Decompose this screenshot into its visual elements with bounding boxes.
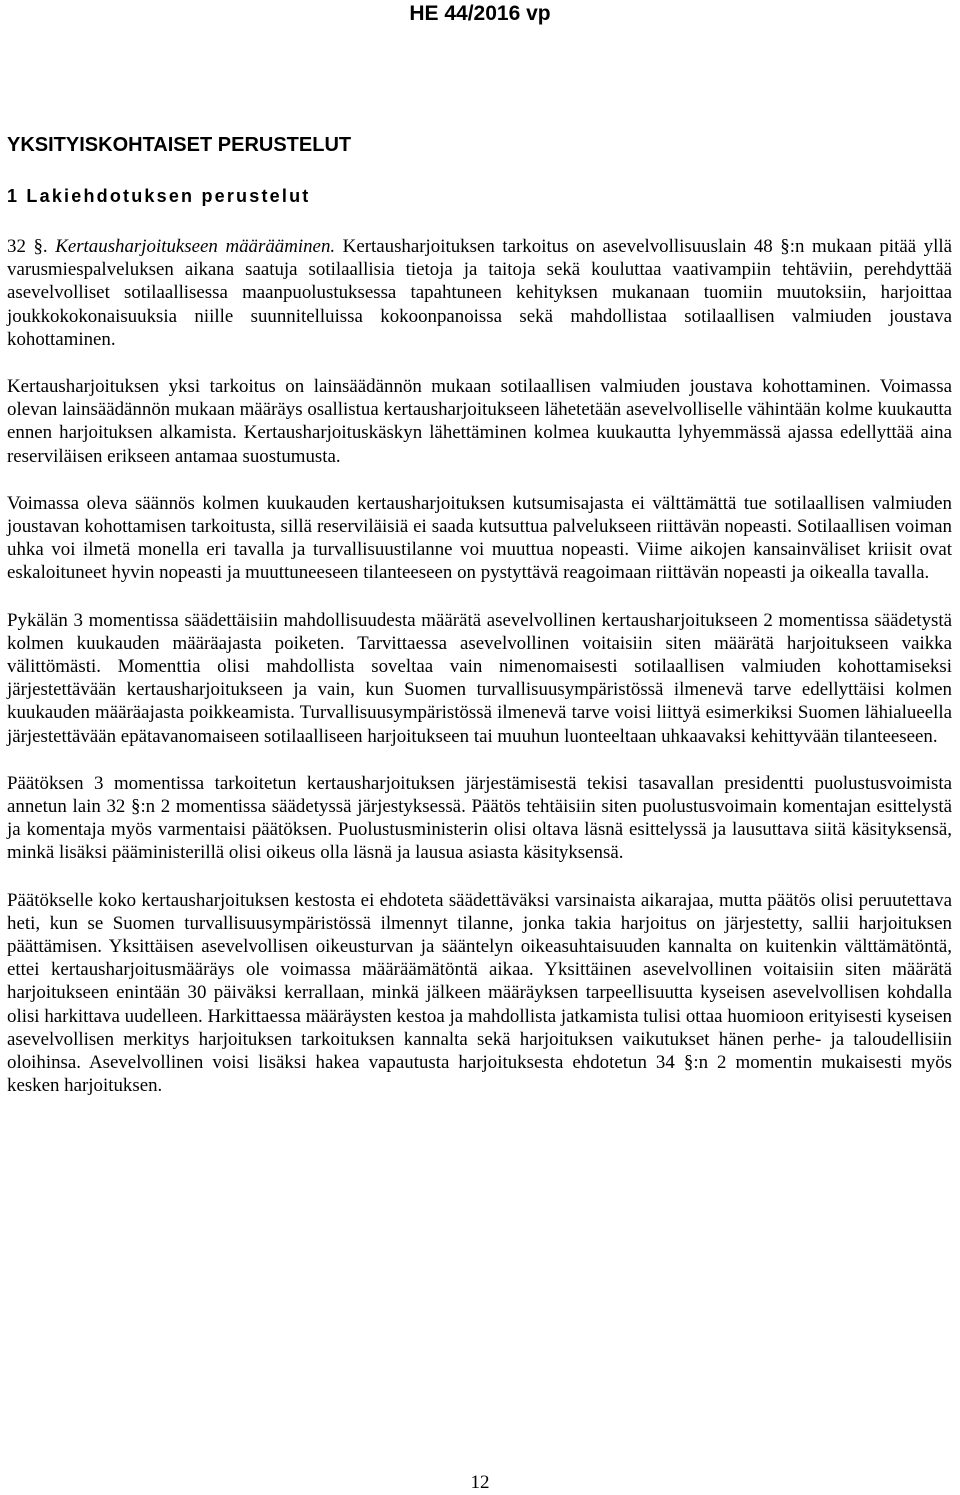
paragraph: Päätökselle koko kertausharjoituksen kestosta ei ehdoteta säädettäväksi varsinaista aikarajaa, mutta päätös olisi peruutettava heti, kun se Suomen turvallisuusympäristössä ilmennyt tilanne, jonka takia harjoitus on järjestetty, sallii harjoituksen päättämisen. Yksittäisen asevelvollisen oikeusturvan ja sääntelyn oikeasuhtaisuuden kannalta on kuitenkin välttämätöntä, ettei kertausharjoitusmääräys ole voimassa määräämätöntä aikaa. Yksittäinen asevelvollinen voitaisiin siten määrätä harjoitukseen enintään 30 päiväksi kerrallaan, minkä jälkeen määräyksen tarpeellisuutta kyseisen asevelvollisen kohdalla olisi harkittava uudelleen. Harkittaessa määräysten kestoa ja mahdollista jatkamista tulisi ottaa huomioon erityisesti kyseisen asevelvollisen merkitys harjoituksen tarkoituksen kannalta sekä harjoituksen vaikutukset hänen perhe- ja taloudellisiin oloihinsa. Asevelvollinen voisi lisäksi hakea vapautusta harjoituksesta ehdotetun 34 §:n 2 momentin mukaisesti myös kesken harjoituksen.	[7, 889, 952, 1097]
page-number: 12	[470, 1472, 490, 1493]
section-heading: Kertausharjoitukseen määrääminen.	[55, 236, 336, 257]
paragraph-text: Kertausharjoituksen tarkoitus on asevelvollisuuslain 48 §:n mukaan pitää yllä varusmiespalveluksen aikana saatuja sotilaallisia tietoja ja taitoja sekä kouluttaa vaativampiin tehtäviin, perehdyttää asevelvolliset sotilaallisessa maanpuolustuksessa tapahtuneen kehityksen mukanaan tuomiin muutoksiin, harjoittaa joukkokokonaisuuksia niille suunnitelluissa kokoonpanoissa sekä mahdollistaa sotilaallisen valmiuden joustava kohottaminen.	[7, 236, 952, 350]
paragraph: Voimassa oleva säännös kolmen kuukauden kertausharjoituksen kutsumisajasta ei välttämättä tue sotilaallisen valmiuden joustavan kohottamisen tarkoitusta, sillä reserviläisiä ei saada kutsuttua palvelukseen riittävän nopeasti. Sotilaallisen voiman uhka voi ilmetä monella eri tavalla ja turvallisuustilanne voi muuttua nopeasti. Viime aikojen kansainväliset kriisit ovat eskaloituneet hyvin nopeasti ja muuttuneeseen tilanteeseen on pystyttävä reagoimaan riittävän nopeasti ja oikealla tavalla.	[7, 492, 952, 584]
document-id-header: HE 44/2016 vp	[409, 2, 551, 25]
section-number: 32 §.	[7, 236, 48, 257]
paragraph: Kertausharjoituksen yksi tarkoitus on lainsäädännön mukaan sotilaallisen valmiuden joustava kohottaminen. Voimassa olevan lainsäädännön mukaan määräys osallistua kertausharjoitukseen lähetetään asevelvolliselle vähintään kolme kuukautta ennen harjoituksen alkamista. Kertausharjoituskäskyn lähettäminen kolmea kuukautta lyhyemmässä ajassa edellyttää aina reserviläisen erikseen antamaa suostumusta.	[7, 376, 952, 467]
document-body	[7, 133, 952, 1122]
paragraph: Pykälän 3 momentissa säädettäisiin mahdollisuudesta määrätä asevelvollinen kertausharjoitukseen 2 momentissa säädetystä kolmen kuukauden määräajasta poiketen. Tarvittaessa asevelvollinen voitaisiin siten määrätä harjoitukseen vaikka välittömästi. Momenttia olisi mahdollista soveltaa vain nimenomaisesti sotilaallisen valmiuden kohottamiseksi järjestettävään kertausharjoitukseen ja vain, kun Suomen turvallisuusympäristössä ilmenevä tarve edellyttäisi kolmen kuukauden määräajasta poikkeamista. Turvallisuusympäristössä ilmenevä tarve voisi liittyä esimerkiksi Suomen lähialueella järjestettävään epätavanomaiseen sotilaalliseen harjoitukseen tai muuhun luonteeltaan uhkaavaksi kehittyvään tilanteeseen.	[7, 609, 952, 747]
paragraph-section-32	[7, 235, 952, 351]
section-title: YKSITYISKOHTAISET PERUSTELUT	[7, 134, 352, 156]
chapter-title: 1 Lakiehdotuksen perustelut	[7, 186, 311, 206]
paragraph: Päätöksen 3 momentissa tarkoitetun kertausharjoituksen järjestämisestä tekisi tasavallan presidentti puolustusvoimista annetun lain 32 §:n 2 momentissa säädetyssä järjestyksessä. Päätös tehtäisiin siten puolustusvoimain komentajan esittelystä ja komentaja myös varmentaisi päätöksen. Puolustusministerin olisi oltava läsnä esittelyssä ja lausuttava siitä käsityksensä, minkä lisäksi pääministerillä olisi oikeus olla läsnä ja lausua asiasta käsityksensä.	[7, 772, 952, 864]
